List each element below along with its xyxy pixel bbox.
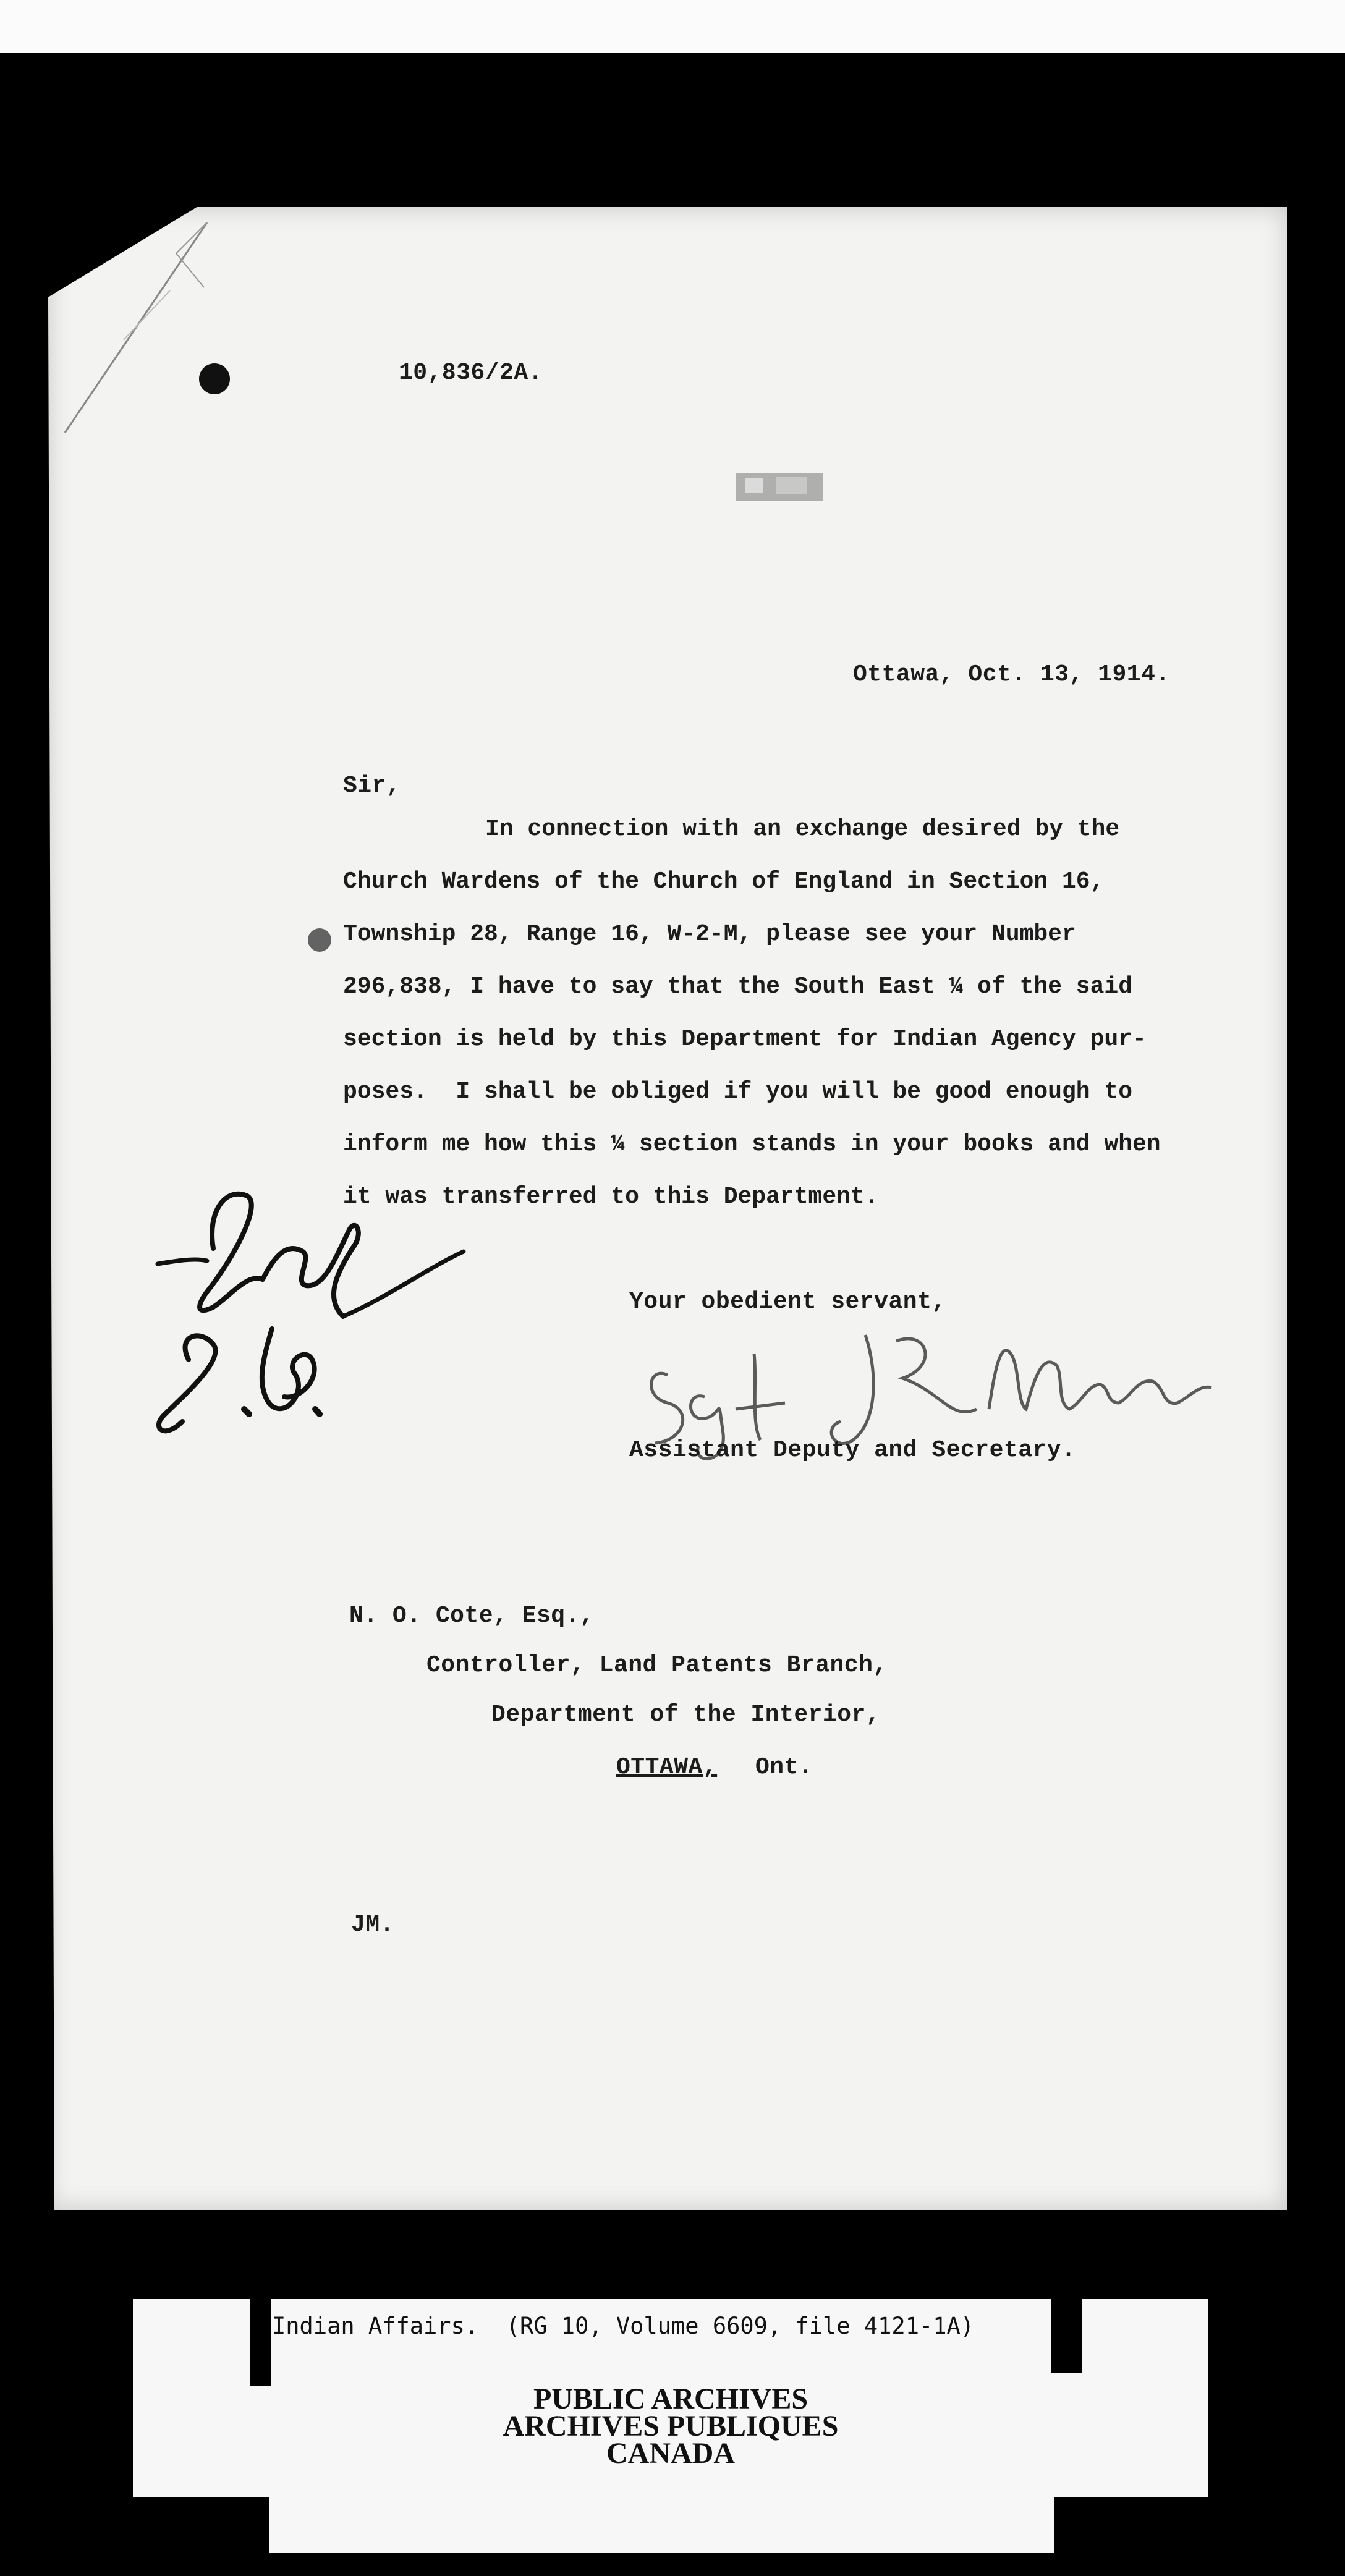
body-line: it was transferred to this Department. <box>343 1184 879 1210</box>
body-line: 296,838, I have to say that the South East ¼ of the said <box>343 973 1133 1000</box>
body-line: Church Wardens of the Church of England in Section 16, <box>343 868 1105 895</box>
faded-stamp-mark <box>732 468 828 507</box>
handwritten-initials <box>139 1174 485 1496</box>
archive-line-1: PUBLIC ARCHIVES <box>533 2383 808 2415</box>
archive-line-3: CANADA <box>606 2437 735 2470</box>
archive-reference: Indian Affairs. (RG 10, Volume 6609, file 4121-1A) <box>272 2313 975 2339</box>
archive-title-block <box>133 2383 1208 2470</box>
typist-initials: JM. <box>351 1912 394 1938</box>
top-margin-strip <box>0 0 1345 53</box>
recipient-name: N. O. Cote, Esq., <box>349 1603 595 1629</box>
ink-blot <box>308 928 331 952</box>
closing: Your obedient servant, <box>629 1289 946 1315</box>
label-mask-right <box>1054 2497 1208 2553</box>
body-line: section is held by this Department for Indian Agency pur- <box>343 1026 1147 1053</box>
place-date: Ottawa, Oct. 13, 1914. <box>853 661 1170 688</box>
recipient-province: Ont. <box>755 1754 813 1781</box>
body-line: Township 28, Range 16, W-2-M, please see your Number <box>343 921 1076 947</box>
recipient-department: Department of the Interior, <box>491 1701 881 1728</box>
label-tab-right <box>1051 2299 1082 2373</box>
label-tab-left <box>250 2299 271 2386</box>
body-line: poses. I shall be obliged if you will be good enough to <box>343 1078 1133 1105</box>
archive-label-card <box>133 2299 1208 2553</box>
archive-line-2: ARCHIVES PUBLIQUES <box>503 2410 839 2443</box>
recipient-city: OTTAWA, <box>616 1754 718 1781</box>
label-mask-left <box>133 2497 269 2553</box>
body-line: In connection with an exchange desired by the <box>485 816 1120 842</box>
letter-body <box>343 816 1258 1236</box>
body-line: inform me how this ¼ section stands in your books and when <box>343 1131 1161 1158</box>
recipient-title: Controller, Land Patents Branch, <box>426 1652 888 1679</box>
signature-title: Assistant Deputy and Secretary. <box>629 1437 1076 1464</box>
salutation: Sir, <box>343 773 401 799</box>
file-number: 10,836/2A. <box>399 360 543 386</box>
punch-hole <box>199 363 230 394</box>
